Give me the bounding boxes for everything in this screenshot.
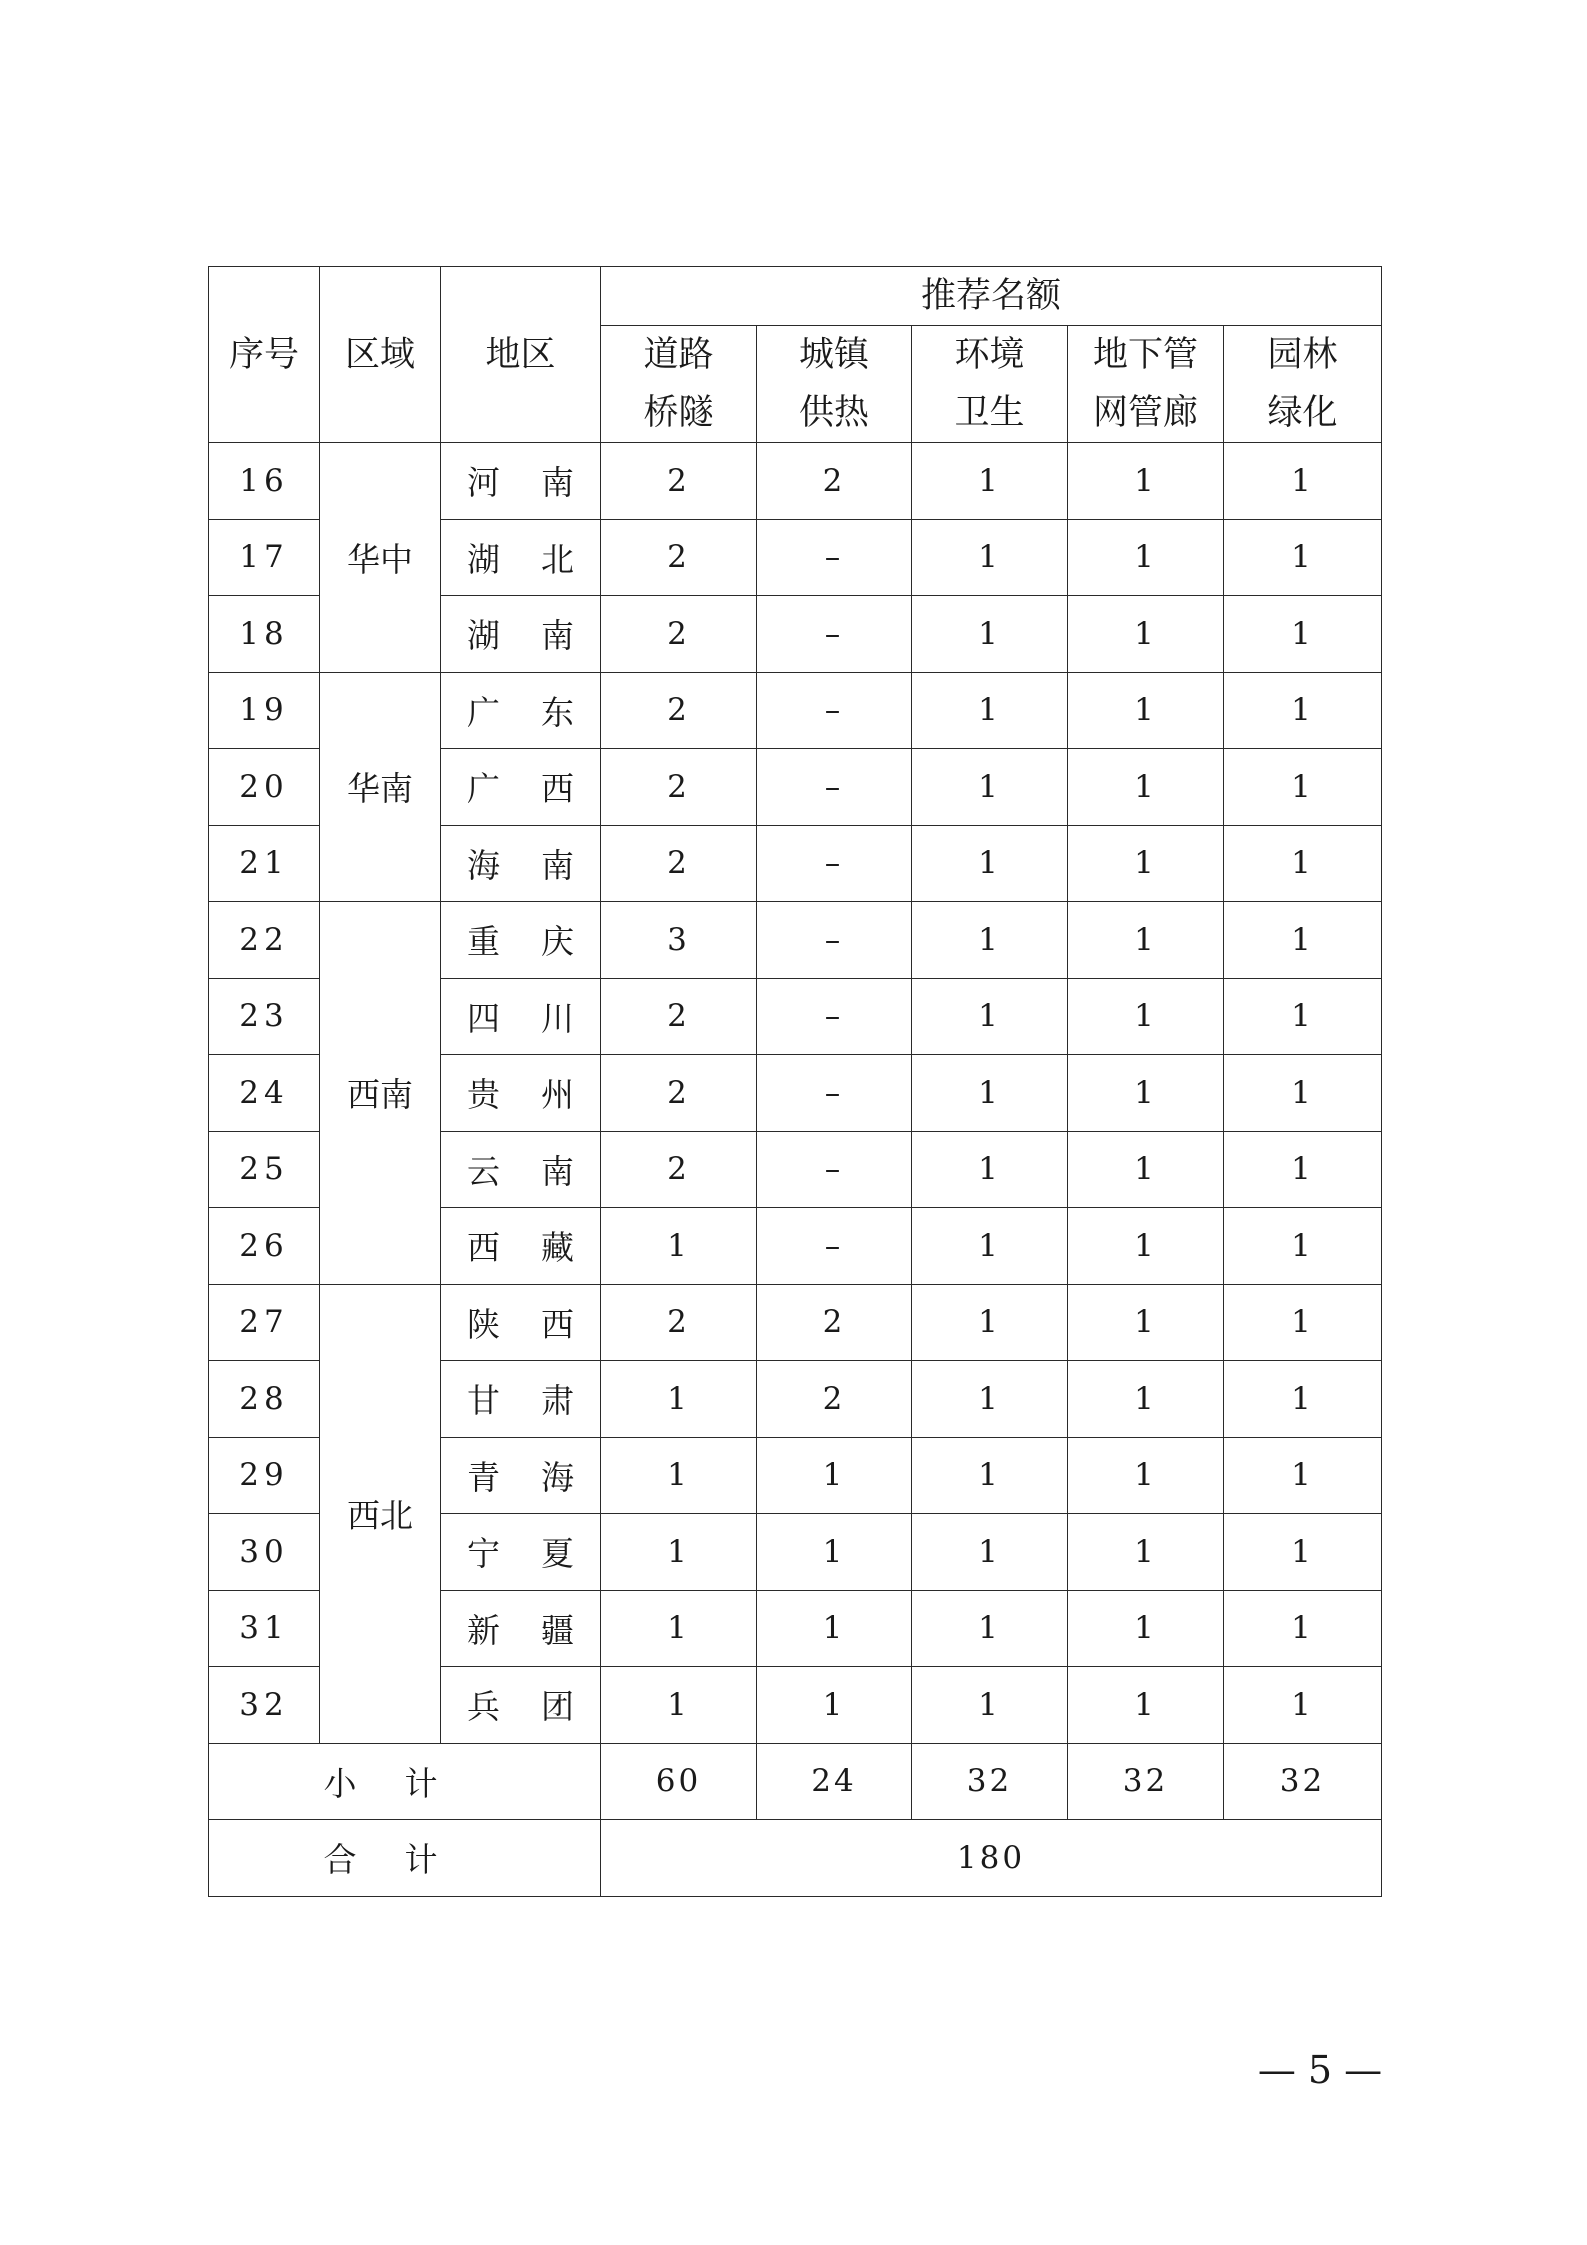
value-cell: 1 — [1068, 749, 1224, 826]
value-cell: 1 — [1068, 672, 1224, 749]
value-cell: 1 — [912, 596, 1068, 673]
value-cell: – — [757, 978, 912, 1055]
region-cell: 湖南 — [441, 596, 601, 673]
value-cell: 2 — [757, 443, 912, 520]
area-cell: 华中 — [320, 443, 441, 673]
value-cell: 2 — [601, 519, 757, 596]
value-cell: 1 — [1224, 1131, 1382, 1208]
value-cell: 1 — [912, 825, 1068, 902]
value-cell: 1 — [1224, 825, 1382, 902]
value-cell: 2 — [601, 1131, 757, 1208]
header-quota-group: 推荐名额 — [601, 267, 1382, 326]
value-cell: 1 — [1068, 443, 1224, 520]
region-cell: 贵州 — [441, 1055, 601, 1132]
subtotal-value: 60 — [601, 1743, 757, 1820]
value-cell: 1 — [912, 749, 1068, 826]
region-cell: 广东 — [441, 672, 601, 749]
value-cell: 1 — [601, 1514, 757, 1591]
header-seq: 序号 — [209, 267, 320, 443]
value-cell: 1 — [1068, 596, 1224, 673]
value-cell: 1 — [1224, 1437, 1382, 1514]
value-cell: 2 — [601, 443, 757, 520]
region-cell: 河南 — [441, 443, 601, 520]
value-cell: 1 — [1224, 1667, 1382, 1744]
region-cell: 四川 — [441, 978, 601, 1055]
value-cell: 1 — [1068, 1514, 1224, 1591]
value-cell: 1 — [912, 1590, 1068, 1667]
header-category-sanitation: 环境 卫生 — [912, 326, 1068, 443]
area-cell: 西南 — [320, 902, 441, 1285]
value-cell: 1 — [757, 1667, 912, 1744]
value-cell: 1 — [1224, 1590, 1382, 1667]
seq-cell: 30 — [209, 1514, 320, 1591]
value-cell: 2 — [601, 596, 757, 673]
value-cell: 1 — [757, 1590, 912, 1667]
value-cell: 1 — [1224, 1208, 1382, 1285]
value-cell: 2 — [601, 1055, 757, 1132]
total-row — [209, 1820, 1382, 1897]
page-number: — 5 — — [1257, 2048, 1383, 2092]
total-value: 180 — [601, 1820, 1382, 1897]
value-cell: 1 — [912, 1514, 1068, 1591]
seq-cell: 20 — [209, 749, 320, 826]
value-cell: 1 — [912, 443, 1068, 520]
value-cell: 1 — [1224, 443, 1382, 520]
seq-cell: 28 — [209, 1361, 320, 1438]
value-cell: 2 — [757, 1361, 912, 1438]
table-row — [209, 902, 1382, 979]
seq-cell: 19 — [209, 672, 320, 749]
value-cell: 2 — [601, 749, 757, 826]
header-category-road-bridge: 道路 桥隧 — [601, 326, 757, 443]
header-category-heating: 城镇 供热 — [757, 326, 912, 443]
value-cell: 1 — [1068, 1590, 1224, 1667]
value-cell: 1 — [912, 978, 1068, 1055]
value-cell: 1 — [601, 1437, 757, 1514]
seq-cell: 29 — [209, 1437, 320, 1514]
value-cell: – — [757, 1208, 912, 1285]
seq-cell: 17 — [209, 519, 320, 596]
seq-cell: 21 — [209, 825, 320, 902]
subtotal-value: 24 — [757, 1743, 912, 1820]
seq-cell: 25 — [209, 1131, 320, 1208]
subtotal-value: 32 — [1068, 1743, 1224, 1820]
value-cell: 1 — [1068, 1361, 1224, 1438]
region-cell: 兵团 — [441, 1667, 601, 1744]
value-cell: 1 — [1068, 1284, 1224, 1361]
header-category-pipe-gallery: 地下管 网管廊 — [1068, 326, 1224, 443]
subtotal-value: 32 — [1224, 1743, 1382, 1820]
seq-cell: 18 — [209, 596, 320, 673]
seq-cell: 22 — [209, 902, 320, 979]
value-cell: 2 — [757, 1284, 912, 1361]
value-cell: – — [757, 749, 912, 826]
value-cell: – — [757, 1131, 912, 1208]
region-cell: 湖北 — [441, 519, 601, 596]
value-cell: 1 — [1068, 902, 1224, 979]
region-cell: 宁夏 — [441, 1514, 601, 1591]
value-cell: 2 — [601, 978, 757, 1055]
seq-cell: 31 — [209, 1590, 320, 1667]
value-cell: 1 — [912, 1361, 1068, 1438]
region-cell: 甘肃 — [441, 1361, 601, 1438]
region-cell: 新疆 — [441, 1590, 601, 1667]
value-cell: – — [757, 672, 912, 749]
table-row — [209, 1284, 1382, 1361]
value-cell: 1 — [1224, 672, 1382, 749]
value-cell: 1 — [601, 1208, 757, 1285]
seq-cell: 23 — [209, 978, 320, 1055]
table-row — [209, 443, 1382, 520]
value-cell: 1 — [912, 1667, 1068, 1744]
seq-cell: 16 — [209, 443, 320, 520]
value-cell: 2 — [601, 1284, 757, 1361]
value-cell: 1 — [1068, 519, 1224, 596]
value-cell: 1 — [1224, 978, 1382, 1055]
value-cell: 1 — [912, 519, 1068, 596]
seq-cell: 26 — [209, 1208, 320, 1285]
subtotal-value: 32 — [912, 1743, 1068, 1820]
value-cell: 1 — [601, 1667, 757, 1744]
value-cell: 3 — [601, 902, 757, 979]
region-cell: 陕西 — [441, 1284, 601, 1361]
value-cell: 1 — [1068, 1055, 1224, 1132]
seq-cell: 27 — [209, 1284, 320, 1361]
value-cell: 1 — [757, 1437, 912, 1514]
region-cell: 西藏 — [441, 1208, 601, 1285]
value-cell: – — [757, 825, 912, 902]
total-label: 合计 — [209, 1820, 601, 1897]
value-cell: 1 — [1068, 1437, 1224, 1514]
value-cell: 1 — [1224, 749, 1382, 826]
value-cell: 1 — [1224, 902, 1382, 979]
region-cell: 重庆 — [441, 902, 601, 979]
seq-cell: 24 — [209, 1055, 320, 1132]
value-cell: 1 — [1068, 1208, 1224, 1285]
value-cell: 1 — [1068, 1667, 1224, 1744]
value-cell: 1 — [601, 1590, 757, 1667]
value-cell: 1 — [757, 1514, 912, 1591]
value-cell: 1 — [912, 672, 1068, 749]
subtotal-row — [209, 1743, 1382, 1820]
value-cell: 1 — [912, 1208, 1068, 1285]
value-cell: 1 — [1224, 519, 1382, 596]
value-cell: – — [757, 902, 912, 979]
value-cell: 1 — [1224, 1361, 1382, 1438]
region-cell: 云南 — [441, 1131, 601, 1208]
value-cell: 1 — [912, 902, 1068, 979]
value-cell: 2 — [601, 825, 757, 902]
table-row — [209, 672, 1382, 749]
value-cell: 2 — [601, 672, 757, 749]
header-category-landscaping: 园林 绿化 — [1224, 326, 1382, 443]
value-cell: 1 — [1068, 1131, 1224, 1208]
value-cell: – — [757, 519, 912, 596]
value-cell: – — [757, 596, 912, 673]
value-cell: 1 — [1068, 825, 1224, 902]
value-cell: 1 — [912, 1284, 1068, 1361]
value-cell: 1 — [1224, 1055, 1382, 1132]
value-cell: 1 — [912, 1437, 1068, 1514]
value-cell: 1 — [1224, 1514, 1382, 1591]
value-cell: 1 — [1224, 1284, 1382, 1361]
value-cell: 1 — [1068, 978, 1224, 1055]
area-cell: 华南 — [320, 672, 441, 902]
value-cell: – — [757, 1055, 912, 1132]
value-cell: 1 — [1224, 596, 1382, 673]
region-cell: 海南 — [441, 825, 601, 902]
region-cell: 广西 — [441, 749, 601, 826]
header-area: 区域 — [320, 267, 441, 443]
region-cell: 青海 — [441, 1437, 601, 1514]
subtotal-label: 小计 — [209, 1743, 601, 1820]
seq-cell: 32 — [209, 1667, 320, 1744]
quota-table — [208, 266, 1382, 1897]
area-cell: 西北 — [320, 1284, 441, 1743]
value-cell: 1 — [601, 1361, 757, 1438]
header-region: 地区 — [441, 267, 601, 443]
value-cell: 1 — [912, 1055, 1068, 1132]
value-cell: 1 — [912, 1131, 1068, 1208]
